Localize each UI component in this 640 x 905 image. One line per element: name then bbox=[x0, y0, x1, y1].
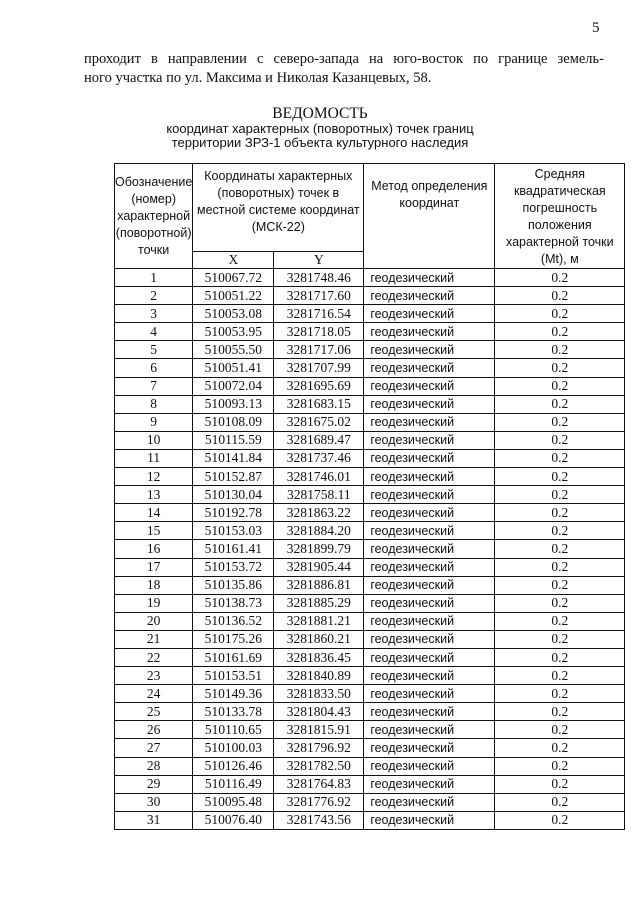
cell-error: 0.2 bbox=[495, 359, 625, 377]
cell-method: геодезический bbox=[364, 395, 495, 413]
cell-x: 510051.22 bbox=[193, 287, 274, 305]
cell-error: 0.2 bbox=[495, 612, 625, 630]
cell-method: геодезический bbox=[364, 612, 495, 630]
cell-error: 0.2 bbox=[495, 522, 625, 540]
cell-point-number: 13 bbox=[115, 486, 193, 504]
cell-method: геодезический bbox=[364, 305, 495, 323]
cell-y: 3281683.15 bbox=[274, 395, 364, 413]
cell-y: 3281899.79 bbox=[274, 540, 364, 558]
cell-x: 510093.13 bbox=[193, 395, 274, 413]
cell-error: 0.2 bbox=[495, 775, 625, 793]
cell-point-number: 9 bbox=[115, 413, 193, 431]
cell-x: 510175.26 bbox=[193, 630, 274, 648]
cell-y: 3281886.81 bbox=[274, 576, 364, 594]
cell-point-number: 30 bbox=[115, 793, 193, 811]
cell-point-number: 2 bbox=[115, 287, 193, 305]
cell-x: 510115.59 bbox=[193, 431, 274, 449]
page-number: 5 bbox=[592, 20, 600, 36]
table-row bbox=[115, 413, 625, 431]
cell-error: 0.2 bbox=[495, 269, 625, 287]
cell-point-number: 26 bbox=[115, 721, 193, 739]
cell-x: 510135.86 bbox=[193, 576, 274, 594]
table-row bbox=[115, 341, 625, 359]
cell-x: 510153.51 bbox=[193, 667, 274, 685]
cell-y: 3281840.89 bbox=[274, 667, 364, 685]
table-row bbox=[115, 504, 625, 522]
cell-x: 510133.78 bbox=[193, 703, 274, 721]
table-row bbox=[115, 323, 625, 341]
cell-method: геодезический bbox=[364, 377, 495, 395]
cell-point-number: 17 bbox=[115, 558, 193, 576]
cell-y: 3281717.60 bbox=[274, 287, 364, 305]
cell-method: геодезический bbox=[364, 468, 495, 486]
cell-point-number: 28 bbox=[115, 757, 193, 775]
cell-y: 3281905.44 bbox=[274, 558, 364, 576]
cell-method: геодезический bbox=[364, 721, 495, 739]
cell-y: 3281748.46 bbox=[274, 269, 364, 287]
table-row bbox=[115, 757, 625, 775]
cell-point-number: 10 bbox=[115, 431, 193, 449]
cell-error: 0.2 bbox=[495, 540, 625, 558]
cell-x: 510161.41 bbox=[193, 540, 274, 558]
cell-error: 0.2 bbox=[495, 739, 625, 757]
table-row bbox=[115, 594, 625, 612]
cell-error: 0.2 bbox=[495, 685, 625, 703]
table-row bbox=[115, 395, 625, 413]
table-row bbox=[115, 793, 625, 811]
cell-error: 0.2 bbox=[495, 323, 625, 341]
cell-x: 510126.46 bbox=[193, 757, 274, 775]
cell-y: 3281707.99 bbox=[274, 359, 364, 377]
document-subtitle-line-1: координат характерных (поворотных) точек границ bbox=[166, 121, 474, 136]
table-row bbox=[115, 685, 625, 703]
cell-point-number: 24 bbox=[115, 685, 193, 703]
cell-point-number: 22 bbox=[115, 648, 193, 666]
cell-method: геодезический bbox=[364, 739, 495, 757]
cell-y: 3281836.45 bbox=[274, 648, 364, 666]
cell-y: 3281884.20 bbox=[274, 522, 364, 540]
cell-error: 0.2 bbox=[495, 486, 625, 504]
cell-error: 0.2 bbox=[495, 630, 625, 648]
cell-y: 3281776.92 bbox=[274, 793, 364, 811]
cell-y: 3281695.69 bbox=[274, 377, 364, 395]
header-point-number: Обозначение (номер) характерной (поворотной) точки bbox=[115, 164, 193, 269]
table-row bbox=[115, 377, 625, 395]
cell-x: 510072.04 bbox=[193, 377, 274, 395]
cell-error: 0.2 bbox=[495, 341, 625, 359]
cell-method: геодезический bbox=[364, 269, 495, 287]
table-row bbox=[115, 811, 625, 829]
cell-x: 510076.40 bbox=[193, 811, 274, 829]
header-error: Средняя квадратическая погрешность положения характерной точки (Mt), м bbox=[495, 164, 625, 269]
intro-line-2: ного участка по ул. Максима и Николая Казанцевых, 58. bbox=[84, 70, 432, 86]
cell-method: геодезический bbox=[364, 685, 495, 703]
cell-y: 3281815.91 bbox=[274, 721, 364, 739]
cell-point-number: 18 bbox=[115, 576, 193, 594]
cell-point-number: 5 bbox=[115, 341, 193, 359]
cell-error: 0.2 bbox=[495, 504, 625, 522]
table-row bbox=[115, 630, 625, 648]
cell-error: 0.2 bbox=[495, 431, 625, 449]
cell-x: 510130.04 bbox=[193, 486, 274, 504]
cell-point-number: 23 bbox=[115, 667, 193, 685]
cell-point-number: 21 bbox=[115, 630, 193, 648]
table-row bbox=[115, 359, 625, 377]
cell-method: геодезический bbox=[364, 341, 495, 359]
cell-x: 510055.50 bbox=[193, 341, 274, 359]
cell-x: 510149.36 bbox=[193, 685, 274, 703]
cell-x: 510110.65 bbox=[193, 721, 274, 739]
cell-error: 0.2 bbox=[495, 305, 625, 323]
cell-x: 510152.87 bbox=[193, 468, 274, 486]
cell-y: 3281758.11 bbox=[274, 486, 364, 504]
cell-point-number: 16 bbox=[115, 540, 193, 558]
cell-y: 3281863.22 bbox=[274, 504, 364, 522]
cell-y: 3281764.83 bbox=[274, 775, 364, 793]
table-row bbox=[115, 721, 625, 739]
cell-y: 3281796.92 bbox=[274, 739, 364, 757]
cell-method: геодезический bbox=[364, 504, 495, 522]
cell-method: геодезический bbox=[364, 558, 495, 576]
cell-x: 510095.48 bbox=[193, 793, 274, 811]
cell-error: 0.2 bbox=[495, 377, 625, 395]
cell-error: 0.2 bbox=[495, 648, 625, 666]
cell-method: геодезический bbox=[364, 323, 495, 341]
table-row bbox=[115, 648, 625, 666]
cell-point-number: 7 bbox=[115, 377, 193, 395]
coordinates-table bbox=[114, 163, 625, 830]
cell-y: 3281885.29 bbox=[274, 594, 364, 612]
cell-error: 0.2 bbox=[495, 413, 625, 431]
cell-method: геодезический bbox=[364, 594, 495, 612]
cell-error: 0.2 bbox=[495, 558, 625, 576]
cell-x: 510136.52 bbox=[193, 612, 274, 630]
table-row bbox=[115, 449, 625, 467]
cell-x: 510053.08 bbox=[193, 305, 274, 323]
cell-error: 0.2 bbox=[495, 395, 625, 413]
cell-point-number: 19 bbox=[115, 594, 193, 612]
cell-point-number: 15 bbox=[115, 522, 193, 540]
table-row bbox=[115, 486, 625, 504]
table-row bbox=[115, 540, 625, 558]
cell-error: 0.2 bbox=[495, 703, 625, 721]
table-row bbox=[115, 431, 625, 449]
cell-x: 510161.69 bbox=[193, 648, 274, 666]
cell-y: 3281782.50 bbox=[274, 757, 364, 775]
cell-point-number: 25 bbox=[115, 703, 193, 721]
cell-method: геодезический bbox=[364, 703, 495, 721]
cell-point-number: 20 bbox=[115, 612, 193, 630]
cell-x: 510051.41 bbox=[193, 359, 274, 377]
cell-method: геодезический bbox=[364, 775, 495, 793]
header-coordinates: Координаты характерных (поворотных) точек в местной системе координат (МСК-22) bbox=[193, 164, 364, 252]
table-row bbox=[115, 667, 625, 685]
cell-point-number: 27 bbox=[115, 739, 193, 757]
cell-point-number: 14 bbox=[115, 504, 193, 522]
cell-error: 0.2 bbox=[495, 721, 625, 739]
cell-method: геодезический bbox=[364, 287, 495, 305]
cell-error: 0.2 bbox=[495, 468, 625, 486]
cell-method: геодезический bbox=[364, 486, 495, 504]
intro-line-1: проходит в направлении с северо-запада на юго-восток по границе земель- bbox=[84, 51, 604, 67]
cell-method: геодезический bbox=[364, 413, 495, 431]
cell-x: 510138.73 bbox=[193, 594, 274, 612]
cell-x: 510053.95 bbox=[193, 323, 274, 341]
cell-point-number: 11 bbox=[115, 449, 193, 467]
cell-x: 510153.03 bbox=[193, 522, 274, 540]
cell-error: 0.2 bbox=[495, 594, 625, 612]
cell-point-number: 6 bbox=[115, 359, 193, 377]
header-method: Метод определения координат bbox=[364, 164, 495, 269]
cell-error: 0.2 bbox=[495, 449, 625, 467]
table-row bbox=[115, 558, 625, 576]
cell-point-number: 1 bbox=[115, 269, 193, 287]
cell-y: 3281743.56 bbox=[274, 811, 364, 829]
cell-method: геодезический bbox=[364, 540, 495, 558]
cell-point-number: 8 bbox=[115, 395, 193, 413]
cell-x: 510192.78 bbox=[193, 504, 274, 522]
table-row bbox=[115, 269, 625, 287]
cell-error: 0.2 bbox=[495, 757, 625, 775]
cell-error: 0.2 bbox=[495, 811, 625, 829]
cell-x: 510100.03 bbox=[193, 739, 274, 757]
cell-x: 510141.84 bbox=[193, 449, 274, 467]
cell-error: 0.2 bbox=[495, 287, 625, 305]
cell-y: 3281675.02 bbox=[274, 413, 364, 431]
cell-method: геодезический bbox=[364, 667, 495, 685]
cell-y: 3281717.06 bbox=[274, 341, 364, 359]
cell-y: 3281804.43 bbox=[274, 703, 364, 721]
cell-method: геодезический bbox=[364, 431, 495, 449]
cell-method: геодезический bbox=[364, 630, 495, 648]
table-row bbox=[115, 305, 625, 323]
table-row bbox=[115, 775, 625, 793]
header-y: Y bbox=[274, 252, 364, 269]
cell-method: геодезический bbox=[364, 449, 495, 467]
cell-method: геодезический bbox=[364, 793, 495, 811]
cell-x: 510108.09 bbox=[193, 413, 274, 431]
table-row bbox=[115, 739, 625, 757]
cell-point-number: 31 bbox=[115, 811, 193, 829]
table-row bbox=[115, 287, 625, 305]
document-subtitle-line-2: территории ЗРЗ-1 объекта культурного наследия bbox=[171, 135, 469, 150]
cell-y: 3281716.54 bbox=[274, 305, 364, 323]
cell-y: 3281833.50 bbox=[274, 685, 364, 703]
cell-y: 3281860.21 bbox=[274, 630, 364, 648]
cell-point-number: 29 bbox=[115, 775, 193, 793]
cell-point-number: 12 bbox=[115, 468, 193, 486]
cell-x: 510067.72 bbox=[193, 269, 274, 287]
table-row bbox=[115, 612, 625, 630]
table-body bbox=[115, 269, 625, 830]
cell-error: 0.2 bbox=[495, 793, 625, 811]
cell-method: геодезический bbox=[364, 576, 495, 594]
cell-error: 0.2 bbox=[495, 576, 625, 594]
document-heading: ВЕДОМОСТЬ bbox=[272, 105, 368, 122]
cell-method: геодезический bbox=[364, 359, 495, 377]
cell-y: 3281746.01 bbox=[274, 468, 364, 486]
table-row bbox=[115, 576, 625, 594]
table-row bbox=[115, 468, 625, 486]
cell-y: 3281737.46 bbox=[274, 449, 364, 467]
cell-method: геодезический bbox=[364, 811, 495, 829]
cell-error: 0.2 bbox=[495, 667, 625, 685]
intro-paragraph bbox=[84, 50, 604, 88]
cell-method: геодезический bbox=[364, 522, 495, 540]
cell-point-number: 4 bbox=[115, 323, 193, 341]
cell-x: 510153.72 bbox=[193, 558, 274, 576]
table-row bbox=[115, 703, 625, 721]
cell-method: геодезический bbox=[364, 648, 495, 666]
cell-x: 510116.49 bbox=[193, 775, 274, 793]
cell-method: геодезический bbox=[364, 757, 495, 775]
header-x: X bbox=[193, 252, 274, 269]
cell-y: 3281718.05 bbox=[274, 323, 364, 341]
cell-y: 3281689.47 bbox=[274, 431, 364, 449]
table-row bbox=[115, 522, 625, 540]
cell-point-number: 3 bbox=[115, 305, 193, 323]
cell-y: 3281881.21 bbox=[274, 612, 364, 630]
